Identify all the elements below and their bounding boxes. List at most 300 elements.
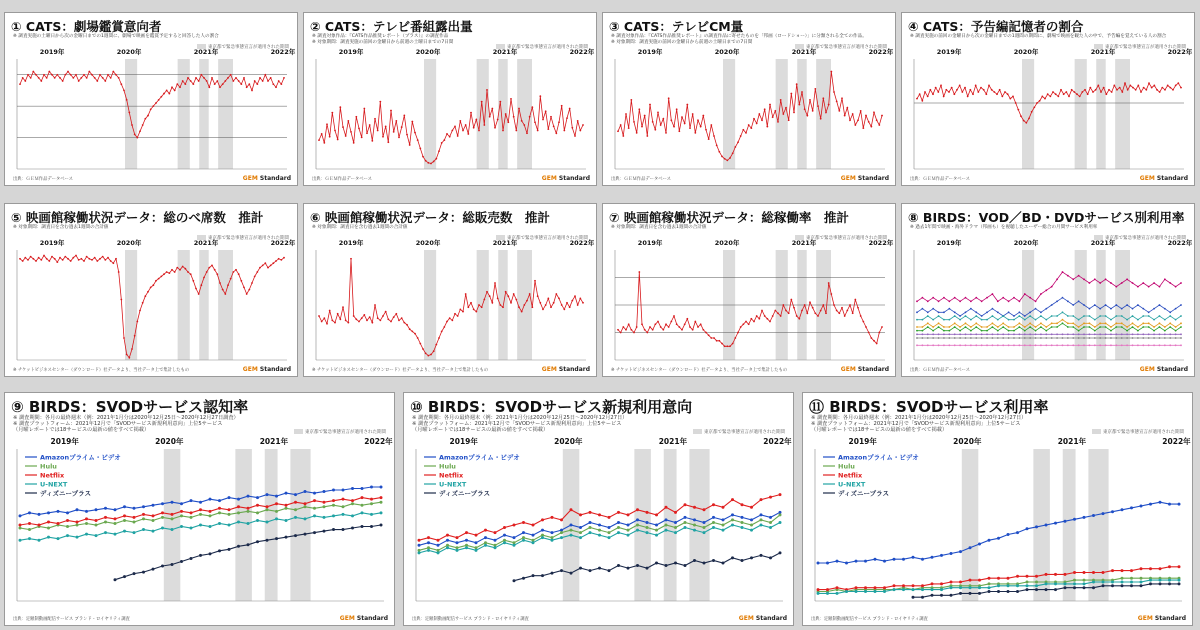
data-point: [351, 499, 354, 502]
data-point: [115, 258, 117, 260]
gem-standard-logo: [340, 615, 388, 622]
data-point: [965, 344, 967, 346]
data-point: [24, 257, 26, 259]
data-point: [574, 295, 576, 297]
data-point: [1126, 319, 1128, 321]
data-point: [638, 108, 640, 110]
data-point: [916, 319, 918, 321]
data-point: [1105, 322, 1107, 324]
year-label: 2019年: [936, 48, 962, 56]
data-point: [104, 80, 106, 82]
data-point: [510, 302, 512, 304]
data-point: [57, 537, 60, 540]
data-point: [708, 138, 710, 140]
emergency-legend-text: 東京都で緊急事態宣言が適用された期間: [507, 45, 588, 50]
legend-item: [25, 453, 121, 462]
panel-title: ③ CATS：テレビCM量: [609, 19, 744, 34]
year-label: 2019年: [50, 437, 79, 446]
data-point: [969, 586, 972, 589]
data-point: [1054, 582, 1057, 585]
data-point: [1175, 85, 1177, 87]
data-point: [674, 531, 677, 534]
data-point: [965, 311, 967, 313]
data-point: [1016, 590, 1019, 593]
data-point: [521, 311, 523, 313]
data-point: [636, 564, 639, 567]
data-point: [1153, 319, 1155, 321]
legend-label: ディズニープラス: [838, 489, 889, 498]
panel-svod-new-intent: [403, 392, 794, 626]
data-point: [986, 344, 988, 346]
data-point: [195, 77, 197, 79]
data-point: [142, 302, 144, 304]
data-point: [1153, 85, 1155, 87]
data-point: [938, 322, 940, 324]
data-point: [94, 77, 96, 79]
data-point: [361, 525, 364, 528]
data-point: [916, 311, 918, 313]
data-point: [67, 71, 69, 73]
data-point: [529, 116, 531, 118]
data-point: [1051, 337, 1053, 339]
data-point: [380, 511, 383, 514]
legend-label: U-NEXT: [40, 480, 68, 489]
panel-note: ※ 調査対象作品：『CATS作品推奨レポート（プラス）』の調査作品: [312, 34, 449, 39]
data-point: [1153, 344, 1155, 346]
data-point: [484, 536, 487, 539]
data-point: [660, 124, 662, 126]
data-point: [531, 306, 533, 308]
data-point: [684, 526, 687, 529]
data-point: [377, 317, 379, 319]
data-point: [712, 559, 715, 562]
year-label: 2019年: [637, 48, 663, 56]
data-point: [620, 124, 622, 126]
data-point: [961, 91, 963, 93]
data-point: [881, 115, 883, 117]
data-point: [938, 315, 940, 317]
data-point: [209, 514, 212, 517]
data-point: [1083, 315, 1085, 317]
data-point: [115, 74, 117, 76]
data-point: [579, 298, 581, 300]
data-point: [1121, 308, 1123, 310]
data-point: [991, 89, 993, 91]
data-point: [313, 507, 316, 510]
data-point: [523, 124, 525, 126]
data-point: [502, 130, 504, 132]
data-point: [462, 311, 464, 313]
data-point: [272, 262, 274, 264]
data-point: [209, 498, 212, 501]
data-point: [398, 320, 400, 322]
data-point: [363, 314, 365, 316]
data-point: [975, 333, 977, 335]
data-point: [158, 278, 160, 280]
legend-label: U-NEXT: [439, 480, 467, 489]
data-point: [814, 312, 816, 314]
year-label: 2022年: [868, 239, 894, 247]
data-point: [361, 496, 364, 499]
data-point: [142, 517, 145, 520]
data-point: [43, 74, 45, 76]
data-point: [425, 353, 427, 355]
data-point: [964, 87, 966, 89]
data-point: [932, 297, 934, 299]
data-point: [826, 588, 829, 591]
data-point: [1045, 326, 1047, 328]
data-point: [152, 519, 155, 522]
data-point: [760, 518, 763, 521]
data-point: [54, 77, 56, 79]
data-point: [927, 322, 929, 324]
data-point: [722, 529, 725, 532]
data-point: [932, 330, 934, 332]
data-point: [228, 548, 231, 551]
data-point: [708, 334, 710, 336]
line-chart: [404, 435, 793, 625]
data-point: [1035, 575, 1038, 578]
data-point: [1110, 319, 1112, 321]
data-point: [732, 343, 734, 345]
panel-title: ⑦ 映画館稼働状況データ：総稼働率 推計: [609, 210, 849, 225]
panel-note: ※ 調査期間：各月の最終週末（例：2021年1月分は2020年12月25日〜2020年12月27日）: [811, 415, 1027, 421]
gem-standard-logo: [1138, 615, 1186, 622]
data-point: [247, 507, 250, 510]
data-point: [522, 577, 525, 580]
data-point: [697, 326, 699, 328]
data-point: [160, 96, 162, 98]
data-point: [475, 534, 478, 537]
data-point: [724, 345, 726, 347]
data-point: [959, 326, 961, 328]
data-point: [437, 539, 440, 542]
data-point: [285, 492, 288, 495]
year-label: 2019年: [338, 239, 364, 247]
data-point: [208, 267, 210, 269]
legend-label: U-NEXT: [838, 480, 866, 489]
data-point: [822, 97, 824, 99]
data-point: [256, 519, 259, 522]
line-chart: [803, 435, 1192, 625]
data-point: [1148, 326, 1150, 328]
data-point: [560, 569, 563, 572]
data-point: [693, 506, 696, 509]
data-point: [931, 588, 934, 591]
data-point: [275, 260, 277, 262]
data-point: [123, 90, 125, 92]
data-point: [598, 529, 601, 532]
data-point: [916, 98, 918, 100]
series-line: [618, 272, 882, 346]
data-point: [970, 308, 972, 310]
data-point: [589, 531, 592, 534]
data-point: [997, 344, 999, 346]
data-point: [684, 323, 686, 325]
data-point: [393, 131, 395, 133]
emergency-period-band: [125, 250, 137, 360]
data-point: [726, 159, 728, 161]
data-point: [545, 304, 547, 306]
data-point: [992, 326, 994, 328]
data-point: [1002, 326, 1004, 328]
gem-standard-logo: [542, 175, 590, 182]
data-point: [931, 582, 934, 585]
data-point: [1137, 344, 1139, 346]
data-point: [243, 287, 245, 289]
data-point: [921, 330, 923, 332]
data-point: [198, 293, 200, 295]
data-point: [1169, 315, 1171, 317]
data-point: [422, 348, 424, 350]
data-point: [150, 287, 152, 289]
data-point: [1126, 344, 1128, 346]
year-label: 2021年: [791, 48, 817, 56]
data-point: [1159, 579, 1162, 582]
data-point: [266, 508, 269, 511]
legend-label: Netflix: [439, 471, 464, 480]
data-point: [152, 514, 155, 517]
data-point: [981, 315, 983, 317]
data-point: [627, 524, 630, 527]
data-point: [830, 293, 832, 295]
data-point: [938, 300, 940, 302]
data-point: [620, 332, 622, 334]
data-point: [1115, 315, 1117, 317]
data-point: [931, 556, 934, 559]
panel-svod-awareness: [4, 392, 395, 626]
data-point: [1035, 581, 1038, 584]
data-point: [1180, 322, 1182, 324]
data-point: [85, 510, 88, 513]
data-point: [713, 337, 715, 339]
data-point: [874, 558, 877, 561]
data-point: [123, 575, 126, 578]
emergency-legend-text: 東京都で緊急事態宣言が適用された期間: [704, 430, 785, 435]
data-point: [1167, 85, 1169, 87]
data-point: [919, 93, 921, 95]
data-point: [218, 511, 221, 514]
data-point: [981, 330, 983, 332]
data-point: [248, 83, 250, 85]
data-point: [992, 308, 994, 310]
data-point: [678, 130, 680, 132]
legend-item: [25, 481, 68, 489]
panel-note: （月曜レポートでは18サービスの最新の値をすべて掲載）: [811, 427, 948, 434]
data-point: [1018, 333, 1020, 335]
data-point: [174, 271, 176, 273]
data-point: [66, 525, 69, 528]
data-point: [970, 333, 972, 335]
data-point: [959, 592, 962, 595]
year-label: 2019年: [848, 437, 877, 446]
data-point: [662, 118, 664, 120]
line-chart: [304, 45, 596, 185]
data-point: [199, 524, 202, 527]
data-point: [70, 74, 72, 76]
source-note: ※ チケットビジネスセンター（ダウンロード）社データより、当社データ上で集計したもの: [13, 368, 190, 373]
data-point: [227, 77, 229, 79]
data-point: [483, 124, 485, 126]
data-point: [88, 258, 90, 260]
data-point: [852, 312, 854, 314]
data-point: [199, 513, 202, 516]
data-point: [969, 89, 971, 91]
data-point: [660, 326, 662, 328]
data-point: [997, 333, 999, 335]
data-point: [598, 567, 601, 570]
data-point: [131, 124, 133, 126]
data-point: [133, 507, 136, 510]
data-point: [1169, 333, 1171, 335]
data-point: [294, 534, 297, 537]
data-point: [951, 87, 953, 89]
data-point: [731, 498, 734, 501]
data-point: [731, 513, 734, 516]
data-point: [545, 110, 547, 112]
data-point: [703, 562, 706, 565]
data-point: [246, 86, 248, 88]
data-point: [123, 337, 125, 339]
data-point: [916, 326, 918, 328]
data-point: [1169, 311, 1171, 313]
data-point: [541, 529, 544, 532]
data-point: [112, 71, 114, 73]
data-point: [275, 537, 278, 540]
data-point: [1008, 300, 1010, 302]
data-point: [806, 115, 808, 117]
legend-item: [823, 489, 889, 498]
data-point: [318, 315, 320, 317]
data-point: [1026, 581, 1029, 584]
data-point: [66, 534, 69, 537]
data-point: [1057, 96, 1059, 98]
data-point: [1087, 93, 1089, 95]
data-point: [366, 320, 368, 322]
data-point: [1175, 308, 1177, 310]
data-point: [266, 520, 269, 523]
data-point: [321, 321, 323, 323]
year-label: 2021年: [658, 437, 688, 446]
data-point: [1045, 333, 1047, 335]
data-point: [817, 592, 820, 595]
data-point: [104, 520, 107, 523]
data-point: [1100, 91, 1102, 93]
data-point: [969, 592, 972, 595]
data-point: [1024, 319, 1026, 321]
data-point: [1073, 571, 1076, 574]
data-point: [216, 273, 218, 275]
data-point: [190, 511, 193, 514]
emergency-period-band: [1088, 449, 1108, 601]
data-point: [692, 329, 694, 331]
data-point: [1159, 582, 1162, 585]
data-point: [948, 333, 950, 335]
data-point: [641, 323, 643, 325]
data-point: [190, 516, 193, 519]
data-point: [199, 508, 202, 511]
data-point: [1115, 344, 1117, 346]
data-point: [337, 139, 339, 141]
data-point: [1056, 278, 1058, 280]
data-point: [627, 529, 630, 532]
data-point: [126, 354, 128, 356]
data-point: [1094, 304, 1096, 306]
data-point: [748, 124, 750, 126]
data-point: [1180, 304, 1182, 306]
data-point: [285, 504, 288, 507]
data-point: [66, 511, 69, 514]
data-point: [617, 521, 620, 524]
data-point: [285, 536, 288, 539]
data-point: [779, 493, 782, 496]
data-point: [459, 309, 461, 311]
data-point: [1078, 326, 1080, 328]
data-point: [203, 277, 205, 279]
data-point: [1045, 344, 1047, 346]
data-point: [954, 297, 956, 299]
data-point: [1063, 93, 1065, 95]
data-point: [1161, 87, 1163, 89]
data-point: [478, 130, 480, 132]
data-point: [932, 308, 934, 310]
data-point: [435, 344, 437, 346]
data-point: [902, 558, 905, 561]
year-label: 2021年: [193, 239, 219, 247]
data-point: [673, 126, 675, 128]
data-point: [652, 329, 654, 331]
logo-brand: GEM: [840, 366, 856, 373]
data-point: [369, 316, 371, 318]
data-point: [965, 297, 967, 299]
data-point: [446, 546, 449, 549]
legend-item: [823, 453, 919, 462]
data-point: [99, 258, 101, 260]
data-point: [1102, 512, 1105, 515]
data-point: [1041, 96, 1043, 98]
data-point: [992, 344, 994, 346]
legend-item: [424, 472, 464, 480]
year-label: 2019年: [338, 48, 364, 56]
data-point: [817, 588, 820, 591]
data-point: [636, 326, 638, 328]
data-point: [532, 574, 535, 577]
data-point: [107, 74, 109, 76]
data-point: [670, 119, 672, 121]
data-point: [1045, 330, 1047, 332]
data-point: [104, 516, 107, 519]
data-point: [865, 115, 867, 117]
data-point: [868, 121, 870, 123]
data-point: [1083, 344, 1085, 346]
data-point: [1092, 514, 1095, 517]
data-point: [1029, 322, 1031, 324]
data-point: [1126, 326, 1128, 328]
gem-standard-logo: [243, 175, 291, 182]
data-point: [617, 526, 620, 529]
year-label: 2020年: [415, 239, 441, 247]
data-point: [684, 503, 687, 506]
data-point: [1148, 82, 1150, 84]
data-point: [940, 554, 943, 557]
data-point: [649, 326, 651, 328]
series-line: [419, 515, 780, 550]
data-point: [921, 344, 923, 346]
data-point: [703, 521, 706, 524]
data-point: [502, 306, 504, 308]
data-point: [1169, 282, 1171, 284]
data-point: [1026, 588, 1029, 591]
